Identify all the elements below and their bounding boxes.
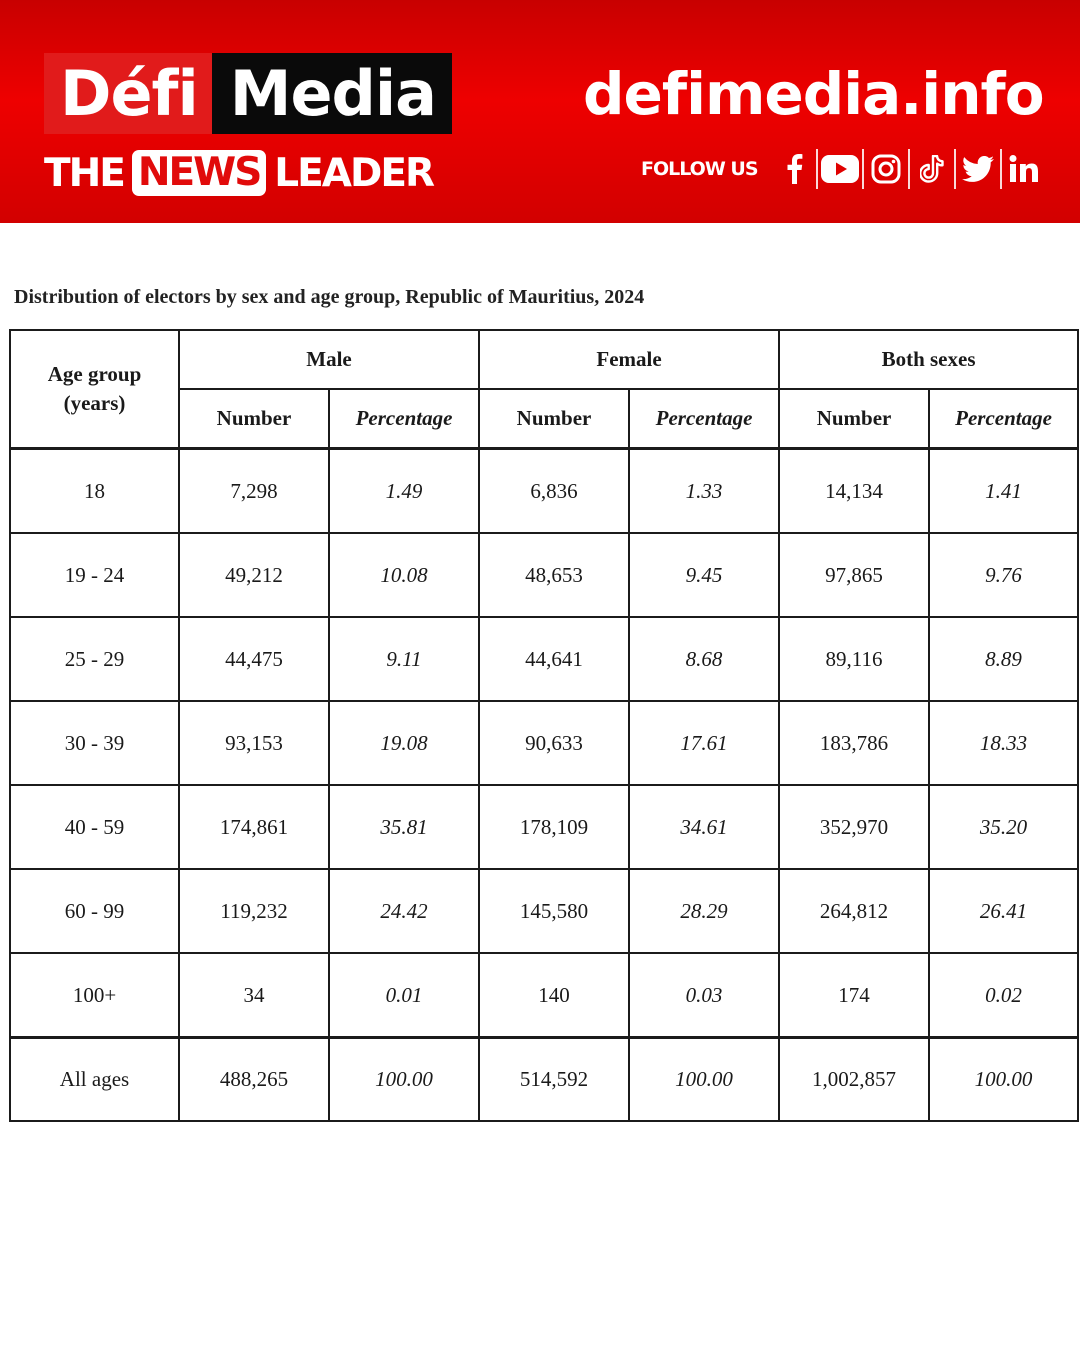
subheader-number: Number xyxy=(479,389,629,449)
age-cell: 100+ xyxy=(10,953,179,1038)
number-cell: 44,475 xyxy=(179,617,329,701)
table-row xyxy=(10,869,1078,953)
percentage-cell: 100.00 xyxy=(929,1038,1078,1122)
number-cell: 174 xyxy=(779,953,929,1038)
percentage-cell: 35.81 xyxy=(329,785,479,869)
percentage-cell: 10.08 xyxy=(329,533,479,617)
site-url[interactable]: defimedia.info xyxy=(583,60,1044,128)
electors-table xyxy=(9,329,1079,1122)
group-header-female: Female xyxy=(479,330,779,389)
number-cell: 514,592 xyxy=(479,1038,629,1122)
percentage-cell: 34.61 xyxy=(629,785,779,869)
percentage-cell: 28.29 xyxy=(629,869,779,953)
number-cell: 183,786 xyxy=(779,701,929,785)
table-total-row xyxy=(10,1038,1078,1122)
number-cell: 34 xyxy=(179,953,329,1038)
percentage-cell: 8.89 xyxy=(929,617,1078,701)
percentage-cell: 1.33 xyxy=(629,449,779,534)
subheader-number: Number xyxy=(179,389,329,449)
age-cell: 18 xyxy=(10,449,179,534)
subheader-percentage: Percentage xyxy=(629,389,779,449)
number-cell: 145,580 xyxy=(479,869,629,953)
number-cell: 93,153 xyxy=(179,701,329,785)
percentage-cell: 100.00 xyxy=(629,1038,779,1122)
subheader-percentage: Percentage xyxy=(929,389,1078,449)
percentage-cell: 17.61 xyxy=(629,701,779,785)
logo-defi: Défi xyxy=(44,53,212,134)
logo-media: Media xyxy=(212,53,452,134)
percentage-cell: 1.41 xyxy=(929,449,1078,534)
age-cell: 40 - 59 xyxy=(10,785,179,869)
tagline xyxy=(44,148,433,198)
follow-us-label: FOLLOW US xyxy=(641,158,758,180)
number-cell: 264,812 xyxy=(779,869,929,953)
age-cell: 25 - 29 xyxy=(10,617,179,701)
instagram-icon[interactable] xyxy=(862,149,908,189)
number-cell: 89,116 xyxy=(779,617,929,701)
number-cell: 140 xyxy=(479,953,629,1038)
number-cell: 49,212 xyxy=(179,533,329,617)
table-row xyxy=(10,953,1078,1038)
percentage-cell: 9.11 xyxy=(329,617,479,701)
percentage-cell: 0.02 xyxy=(929,953,1078,1038)
percentage-cell: 9.45 xyxy=(629,533,779,617)
tagline-news: NEWS xyxy=(132,150,266,196)
percentage-cell: 8.68 xyxy=(629,617,779,701)
number-cell: 174,861 xyxy=(179,785,329,869)
table-row xyxy=(10,617,1078,701)
number-cell: 90,633 xyxy=(479,701,629,785)
tiktok-icon[interactable] xyxy=(908,149,954,189)
group-header-male: Male xyxy=(179,330,479,389)
table-row xyxy=(10,533,1078,617)
tagline-the: THE xyxy=(44,150,124,196)
number-cell: 119,232 xyxy=(179,869,329,953)
table-row xyxy=(10,701,1078,785)
subheader-number: Number xyxy=(779,389,929,449)
number-cell: 352,970 xyxy=(779,785,929,869)
percentage-cell: 35.20 xyxy=(929,785,1078,869)
number-cell: 44,641 xyxy=(479,617,629,701)
percentage-cell: 0.01 xyxy=(329,953,479,1038)
percentage-cell: 19.08 xyxy=(329,701,479,785)
percentage-cell: 18.33 xyxy=(929,701,1078,785)
number-cell: 97,865 xyxy=(779,533,929,617)
age-cell: 19 - 24 xyxy=(10,533,179,617)
percentage-cell: 100.00 xyxy=(329,1038,479,1122)
tagline-leader: LEADER xyxy=(274,150,434,196)
age-cell: 60 - 99 xyxy=(10,869,179,953)
number-cell: 178,109 xyxy=(479,785,629,869)
twitter-icon[interactable] xyxy=(954,149,1000,189)
table-row xyxy=(10,449,1078,534)
age-cell: All ages xyxy=(10,1038,179,1122)
number-cell: 48,653 xyxy=(479,533,629,617)
subheader-percentage: Percentage xyxy=(329,389,479,449)
table-row xyxy=(10,785,1078,869)
number-cell: 1,002,857 xyxy=(779,1038,929,1122)
percentage-cell: 0.03 xyxy=(629,953,779,1038)
defi-media-logo[interactable] xyxy=(44,53,452,134)
age-group-header xyxy=(10,330,179,449)
number-cell: 14,134 xyxy=(779,449,929,534)
number-cell: 7,298 xyxy=(179,449,329,534)
linkedin-icon[interactable] xyxy=(1000,149,1046,189)
header-banner xyxy=(0,0,1080,223)
percentage-cell: 1.49 xyxy=(329,449,479,534)
percentage-cell: 24.42 xyxy=(329,869,479,953)
group-header-both: Both sexes xyxy=(779,330,1078,389)
youtube-icon[interactable] xyxy=(816,149,862,189)
table-caption: Distribution of electors by sex and age group, Republic of Mauritius, 2024 xyxy=(14,286,645,308)
age-group-header-line2: (years) xyxy=(63,391,126,415)
percentage-cell: 26.41 xyxy=(929,869,1078,953)
facebook-icon[interactable] xyxy=(772,149,816,189)
follow-us-bar xyxy=(641,149,1046,189)
age-group-header-line1: Age group xyxy=(47,362,142,386)
number-cell: 6,836 xyxy=(479,449,629,534)
percentage-cell: 9.76 xyxy=(929,533,1078,617)
age-cell: 30 - 39 xyxy=(10,701,179,785)
number-cell: 488,265 xyxy=(179,1038,329,1122)
